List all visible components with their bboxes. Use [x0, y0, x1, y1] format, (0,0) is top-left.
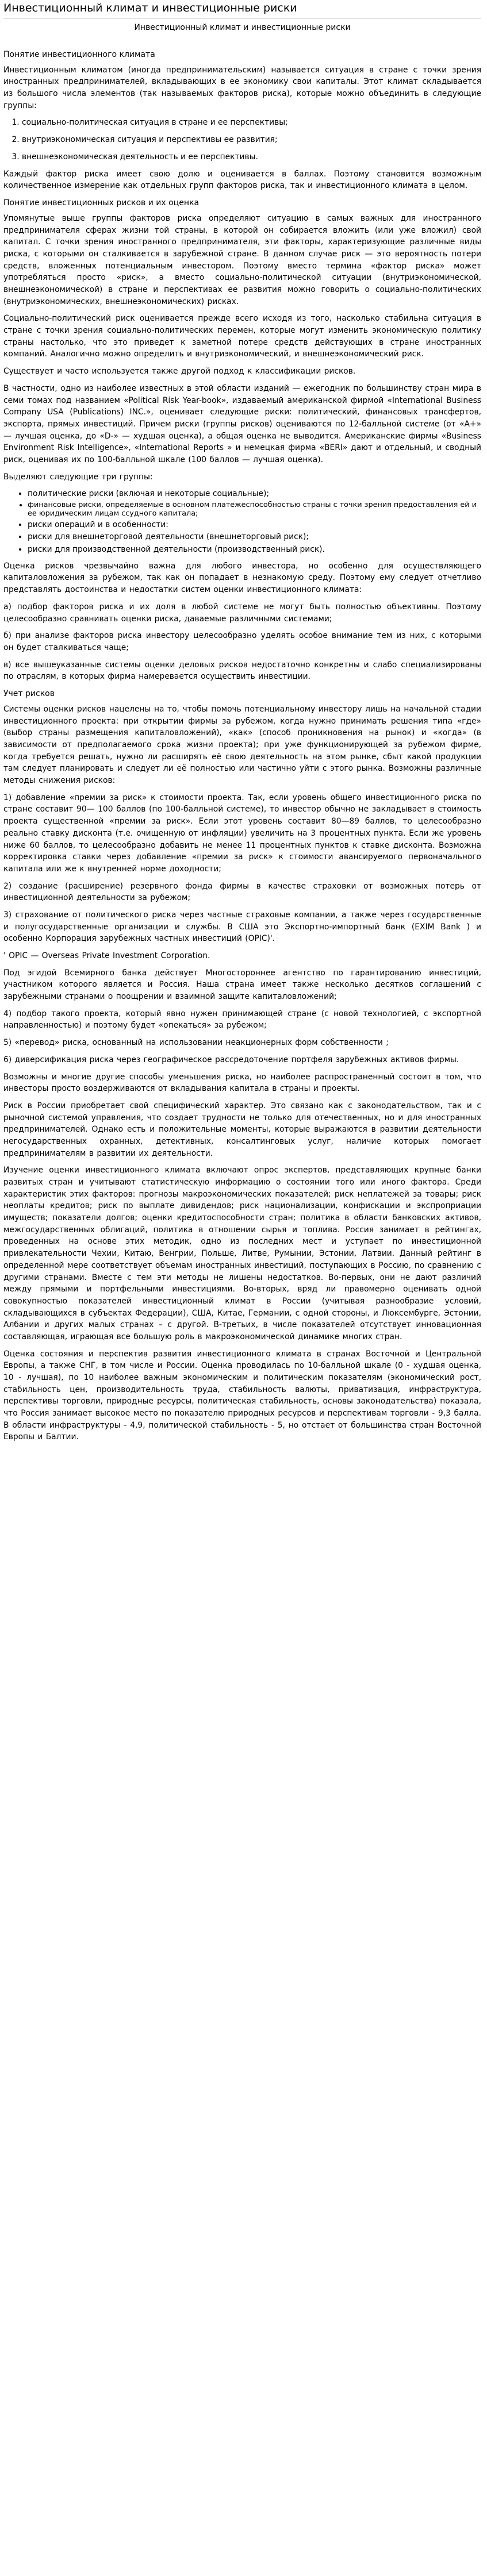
paragraph: 4) подбор такого проекта, который явно нужен принимающей стране (с новой технологией, с экспортной направленностью) и поэтому будет «опекаться» за рубежом;	[3, 1009, 481, 1031]
list-item: • риски для внешнеторговой деятельности (внешнеторговый риск);	[28, 531, 481, 543]
paragraph: 2) создание (расширение) резервного фонда фирмы в качестве страховки от возможных потерь от инвестиционной деятельности за рубежом;	[3, 881, 481, 903]
page-title: Инвестиционный климат и инвестиционные риски	[3, 0, 481, 18]
section-heading: Учет рисков	[3, 689, 55, 698]
paragraph: Под эгидой Всемирного банка действует Многостороннее агентство по гарантированию инвестиций, участником которого является и Россия. Наша страна имеет также несколько десятков соглашений с зарубежными странами о поощрении и взаимной защите капиталовложений;	[3, 968, 481, 1002]
paragraph: Инвестиционным климатом (иногда предпринимательским) называется ситуация в стране с точки зрения иностранных предпринимателей, вкладывающих в ее экономику свои капиталы. Этот климат складывается из большого числа элементов (так называемых факторов риска), которые можно объединить в следующие группы:	[3, 65, 481, 110]
paragraph: Каждый фактор риска имеет свою долю и оценивается в баллах. Поэтому становится возможным количественное измерение как отдельных групп факторов риска, так и инвестиционного климата в целом.	[3, 169, 481, 191]
list-item: 2. внутриэкономическая ситуация и перспективы ее развития;	[22, 134, 481, 146]
paragraph: 5) «перевод» риска, основанный на использовании неакционерных форм собственности ;	[3, 1038, 389, 1048]
paragraph: Упомянутые выше группы факторов риска определяют ситуацию в самых важных для иностранного предпринимателя сферах жизни той страны, в которой он собирается вложить (или уже вложил) свой капитал. С точки зрения иностранного предпринимателя, эти факторы, характеризующие различные виды риска, с которыми он сталкивается в зарубежной стране. В данном случае риск — это вероятность потери средств, вложенных потенциальным инвестором. Поэтому вместо термина «фактор риска» может употребляться просто «риск», а вместо социально-политической ситуации (внутриэкономической, внешнеэкономической) в стране и перспективах ее развития можно говорить о социально-политических (внутриэкономических, внешнеэкономических) рисках.	[3, 213, 481, 306]
list-item: 3. внешнеэкономическая деятельность и ее перспективы.	[22, 151, 481, 163]
paragraph: б) при анализе факторов риска инвестору целесообразно уделять особое внимание тем из них, с которыми он будет сталкиваться чаще;	[3, 631, 481, 652]
paragraph: Изучение оценки инвестиционного климата включают опрос экспертов, представляющих крупные банки развитых стран и учитывают статистическую информацию о состоянии того или иного фактора. Среди характеристик этих факторов: прогнозы макроэкономических показателей; риск неплатежей за товары; риск неоплаты кредитов; риск по выплате дивидендов; риск национализации, конфискации и экспроприации имуществ; показатели долгов; оценки кредитоспособности стран; политика в области банковских активов, межгосударственных облигаций, политика в отношении сырья и топлива. Россия занимает в рейтингах, проведенных на основе этих методик, одно из последних мест и уступает по инвестиционной привлекательности Чехии, Китаю, Венгрии, Польше, Литве, Румынии, Эстонии, Латвии. Данный рейтинг в определенной мере соответствует объемам иностранных инвестиций, поступающих в Россию, по сравнению с другими странами. Вместе с тем эти методы не лишены недостатков. Во-первых, они не дают различий между прямыми и портфельными инвестициями. Во-вторых, вряд ли правомерно оценивать одной совокупностью показателей инвестиционный климат в России (учитывая разнообразие условий, складывающихся в субъектах Федерации), США, Китае, Германии, с одной стороны, и Люксембурге, Эстонии, Албании и других малых странах – с другой. В-третьих, в числе показателей отсутствует инновационная составляющая, играющая все большую роль в макроэкономической динамике многих стран.	[3, 1166, 481, 1341]
section-heading: Понятие инвестиционных рисков и их оценка	[3, 198, 200, 207]
bullet-list	[3, 488, 481, 555]
section-heading: Понятие инвестиционного климата	[3, 49, 155, 59]
paragraph: в) все вышеуказанные системы оценки деловых рисков недостаточно конкретны и слабо специализированы по отраслям, в которых фирма намеревается осуществить инвестиции.	[3, 660, 481, 682]
paragraph: Существует и часто используется также другой подход к классификации рисков.	[3, 367, 356, 376]
paragraph: Оценка состояния и перспектив развития инвестиционного климата в странах Восточной и Центральной Европы, а также СНГ, в том числе и России. Оценка проводилась по 10-балльной шкале (0 - худшая оценка, 10 - лучшая), по 10 наиболее важным экономическим и политическим показателям (экономический рост, стабильность цен, производительность труда, стабильность валюты, приватизация, инфраструктура, перспективы торговли, природные ресурсы, политическая стабильность, основы законодательства) показала, что Россия занимает высокое место по показателю природных ресурсов и перспективам торговли - 9,3 балла. В области инфраструктуры - 4,9, политической стабильность - 5, но отстает от большинства стран Восточной Европы и Балтии.	[3, 1349, 481, 1442]
list-item: 1. социально-политическая ситуация в стране и ее перспективы;	[22, 117, 481, 129]
paragraph: 1) добавление «премии за риск» к стоимости проекта. Так, если уровень общего инвестиционного риска по стране составит 90— 100 баллов (по 100-балльной системе), то инвестор обычно не закладывает в стоимость проекта существенной «премии за риск». Если этот уровень составит 80—89 баллов, то целесообразно реально ставку дисконта (т.е. очищенную от инфляции) увеличить на 3 процентных пункта. Если же уровень ниже 60 баллов, то целесообразно добавить не менее 11 процентных пунктов к ставке дисконта. Возможна корректировка ставки через добавление «премии за риск» к стоимости авансируемого первоначального капитала или же к внутренней норме доходности;	[3, 793, 481, 874]
paragraph: Риск в России приобретает свой специфический характер. Это связано как с законодательством, так и с рыночной системой управления, что создает трудности не только для отечественных, но и для иностранных предпринимателей. Однако есть и положительные моменты, которые выражаются в развитии деятельности негосударственных охранных, детективных, консалтинговых услуг, наличие которых помогает предпринимателям в развитии их деятельности.	[3, 1101, 481, 1158]
document-content	[3, 49, 481, 1443]
paragraph: 6) диверсификация риска через географическое рассредоточение портфеля зарубежных активов фирмы.	[3, 1055, 459, 1064]
paragraph: В частности, одно из наиболее известных в этой области изданий — ежегодник по большинству стран мира в семи томах под названием «Political Risk Year-book», издаваемый американской фирмой «International Business Company USA (Publications) INC.», оценивает следующие риски: политический, финансовых трансфертов, экспорта, прямых инвестиций. Причем риски (группы рисков) оцениваются по 12-балльной системе (от «A+» — лучшая оценка, до «D-» — худшая оценка), а общая оценка не выводится. Американские фирмы «Business Environment Risk Intelligence», «International Reports » и немецкая фирма «BERI» дают и отдельный, и сводный риск, оценивая их по 100-балльной шкале (100 баллов — лучшая оценка).	[3, 383, 481, 464]
paragraph: Оценка рисков чрезвычайно важна для любого инвестора, но особенно для осуществляющего капиталовложения за рубежом, так как он попадает в незнакомую среду. Поэтому ему следует отчетливо представлять достоинства и недостатки систем оценки инвестиционного климата:	[3, 561, 481, 595]
numbered-list	[3, 117, 481, 163]
list-item: • финансовые риски, определяемые в основном платежеспособностью страны с точки зрения предоставления ей и ее юридическим лицам ссудного капитала;	[28, 501, 481, 518]
list-item: • риски для производственной деятельности (производственный риск).	[28, 544, 481, 556]
list-item: • риски операций и в особенности:	[28, 519, 481, 531]
paragraph: Системы оценки рисков нацелены на то, чтобы помочь потенциальному инвестору лишь на начальной стадии инвестиционного проекта: при открытии фирмы за рубежом, когда нужно принимать решения типа «где» (выбор страны размещения капиталовложений), «как» (способ проникновения на рынок) и «когда» (в зависимости от предполагаемого срока жизни проекта); при уже функционирующей за рубежом фирме, когда требуется решать, нужно ли расширять её свою деятельность на этом рынке, сбыт какой продукции там следует планировать и следует ли её полностью или частично уйти с этого рынка. Возможны различные методы снижения рисков:	[3, 704, 481, 786]
paragraph: 3) страхование от политического риска через частные страховые компании, а также через государственные и полугосударственные организации и службы. В США это Экспортно-импортный банк (EXIM Bank ) и особенно Корпорация зарубежных частных инвестиций (OPIC)'.	[3, 910, 481, 944]
paragraph: Выделяют следующие три группы:	[3, 472, 153, 482]
paragraph: Социально-политический риск оценивается прежде всего исходя из того, насколько стабильна ситуация в стране с точки зрения социально-политических перемен, которые могут изменить экономическую политику страны настолько, что это приведет к заметной потере средств действующих в стране иностранных компаний. Аналогично можно определить и внутриэкономический, и внешнеэкономический риск.	[3, 314, 481, 359]
paragraph: Возможны и многие другие способы уменьшения риска, но наиболее распространенный состоит в том, что инвесторы просто воздерживаются от вкладывания капитала в страны и проекты.	[3, 1072, 481, 1094]
list-item: • политические риски (включая и некоторые социальные);	[28, 488, 481, 500]
page-subtitle: Инвестиционный климат и инвестиционные риски	[134, 22, 351, 32]
paragraph: а) подбор факторов риска и их доля в любой системе не могут быть полностью объективны. Поэтому целесообразно сравнивать оценки риска, даваемые различными системами;	[3, 602, 481, 624]
paragraph: ' OPIC — Overseas Private Investment Corporation.	[3, 951, 210, 960]
